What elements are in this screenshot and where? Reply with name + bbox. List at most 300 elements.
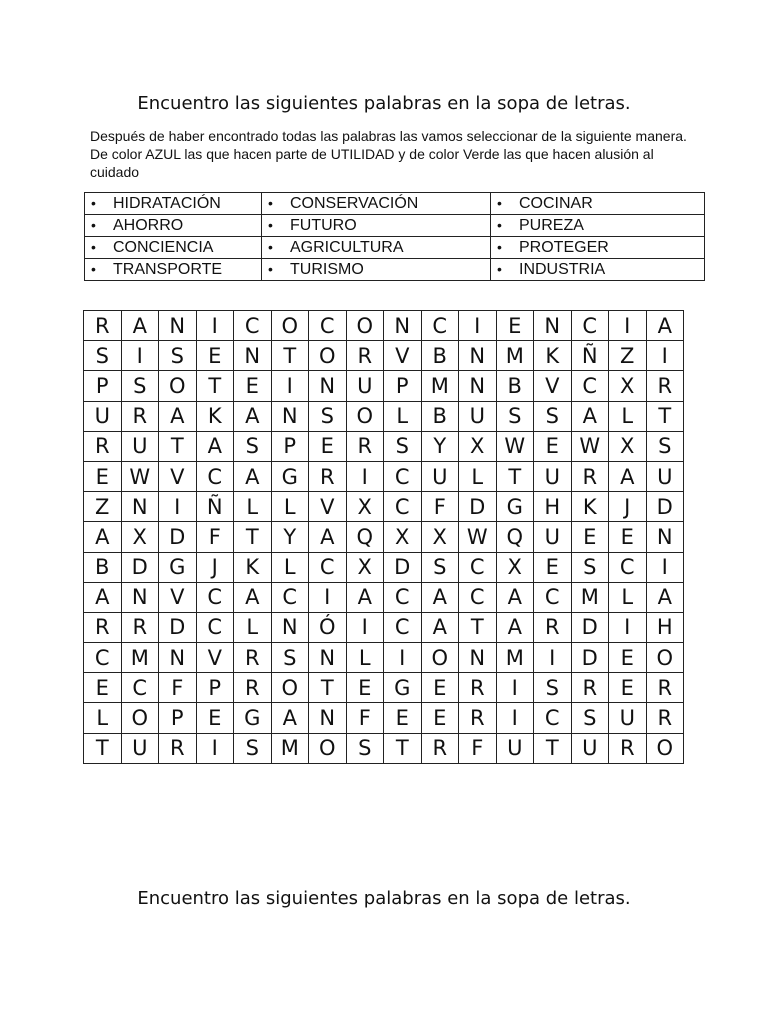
grid-cell: U bbox=[459, 401, 497, 431]
word-list-row bbox=[85, 259, 705, 281]
grid-cell: B bbox=[496, 371, 534, 401]
grid-cell: U bbox=[534, 522, 572, 552]
grid-cell: T bbox=[459, 612, 497, 642]
grid-cell: L bbox=[459, 461, 497, 491]
grid-cell: C bbox=[84, 643, 122, 673]
grid-cell: W bbox=[496, 431, 534, 461]
grid-cell: R bbox=[571, 673, 609, 703]
grid-cell: T bbox=[159, 431, 197, 461]
bullet-icon: • bbox=[268, 217, 273, 233]
grid-cell: X bbox=[459, 431, 497, 461]
grid-cell: O bbox=[646, 733, 684, 763]
grid-cell: N bbox=[459, 643, 497, 673]
grid-cell: M bbox=[121, 643, 159, 673]
word-list-row bbox=[85, 237, 705, 259]
grid-cell: A bbox=[234, 401, 272, 431]
grid-cell: I bbox=[609, 612, 647, 642]
grid-cell: E bbox=[346, 673, 384, 703]
word-list-cell bbox=[262, 193, 491, 215]
grid-cell: T bbox=[646, 401, 684, 431]
word-list-row bbox=[85, 215, 705, 237]
word-item: COCINAR bbox=[519, 195, 593, 212]
grid-cell: S bbox=[571, 703, 609, 733]
word-list-cell bbox=[85, 215, 262, 237]
grid-cell: R bbox=[534, 612, 572, 642]
grid-cell: R bbox=[609, 733, 647, 763]
grid-cell: E bbox=[609, 673, 647, 703]
grid-cell: I bbox=[459, 311, 497, 341]
grid-cell: A bbox=[159, 401, 197, 431]
grid-cell: S bbox=[534, 673, 572, 703]
grid-row bbox=[84, 582, 684, 612]
word-item: PUREZA bbox=[519, 217, 584, 234]
grid-cell: N bbox=[459, 341, 497, 371]
grid-cell: F bbox=[346, 703, 384, 733]
grid-cell: L bbox=[271, 552, 309, 582]
grid-cell: E bbox=[84, 673, 122, 703]
grid-cell: U bbox=[346, 371, 384, 401]
grid-cell: Y bbox=[421, 431, 459, 461]
word-list-cell bbox=[85, 259, 262, 281]
grid-cell: L bbox=[609, 582, 647, 612]
grid-cell: S bbox=[421, 552, 459, 582]
grid-cell: N bbox=[121, 582, 159, 612]
grid-cell: Q bbox=[346, 522, 384, 552]
grid-cell: S bbox=[159, 341, 197, 371]
page-title-repeat: Encuentro las siguientes palabras en la sopa de letras. bbox=[137, 888, 631, 909]
grid-cell: N bbox=[459, 371, 497, 401]
grid-cell: U bbox=[571, 733, 609, 763]
grid-cell: X bbox=[121, 522, 159, 552]
grid-cell: G bbox=[271, 461, 309, 491]
grid-cell: D bbox=[571, 612, 609, 642]
grid-cell: P bbox=[384, 371, 422, 401]
grid-cell: U bbox=[609, 703, 647, 733]
grid-cell: A bbox=[234, 582, 272, 612]
grid-cell: X bbox=[421, 522, 459, 552]
grid-cell: R bbox=[121, 401, 159, 431]
grid-cell: T bbox=[234, 522, 272, 552]
grid-cell: B bbox=[84, 552, 122, 582]
grid-cell: M bbox=[571, 582, 609, 612]
grid-cell: D bbox=[384, 552, 422, 582]
grid-row bbox=[84, 461, 684, 491]
grid-cell: V bbox=[384, 341, 422, 371]
grid-cell: S bbox=[384, 431, 422, 461]
grid-cell: I bbox=[196, 733, 234, 763]
grid-row bbox=[84, 612, 684, 642]
grid-cell: A bbox=[571, 401, 609, 431]
grid-cell: U bbox=[84, 401, 122, 431]
grid-cell: G bbox=[159, 552, 197, 582]
word-item: TRANSPORTE bbox=[113, 261, 223, 278]
grid-cell: R bbox=[84, 311, 122, 341]
grid-cell: C bbox=[459, 582, 497, 612]
grid-cell: A bbox=[271, 703, 309, 733]
grid-cell: E bbox=[534, 552, 572, 582]
grid-cell: C bbox=[309, 311, 347, 341]
grid-cell: M bbox=[496, 341, 534, 371]
grid-cell: O bbox=[309, 733, 347, 763]
grid-row bbox=[84, 733, 684, 763]
grid-cell: C bbox=[384, 461, 422, 491]
grid-cell: L bbox=[346, 643, 384, 673]
grid-cell: E bbox=[421, 703, 459, 733]
grid-cell: U bbox=[121, 431, 159, 461]
grid-cell: C bbox=[384, 612, 422, 642]
grid-cell: S bbox=[346, 733, 384, 763]
grid-cell: N bbox=[159, 311, 197, 341]
bullet-icon: • bbox=[497, 217, 502, 233]
grid-cell: O bbox=[271, 673, 309, 703]
grid-cell: E bbox=[234, 371, 272, 401]
grid-cell: E bbox=[421, 673, 459, 703]
grid-cell: I bbox=[534, 643, 572, 673]
grid-cell: E bbox=[384, 703, 422, 733]
grid-cell: C bbox=[459, 552, 497, 582]
grid-cell: A bbox=[84, 582, 122, 612]
grid-cell: I bbox=[384, 643, 422, 673]
grid-cell: A bbox=[196, 431, 234, 461]
grid-cell: E bbox=[609, 522, 647, 552]
grid-cell: A bbox=[346, 582, 384, 612]
grid-cell: D bbox=[646, 492, 684, 522]
page-title: Encuentro las siguientes palabras en la sopa de letras. bbox=[137, 93, 631, 114]
grid-cell: N bbox=[534, 311, 572, 341]
grid-cell: K bbox=[571, 492, 609, 522]
grid-cell: Ñ bbox=[196, 492, 234, 522]
word-list-cell bbox=[262, 237, 491, 259]
word-item: AGRICULTURA bbox=[290, 239, 404, 256]
grid-cell: A bbox=[121, 311, 159, 341]
grid-cell: V bbox=[534, 371, 572, 401]
grid-cell: A bbox=[84, 522, 122, 552]
grid-cell: U bbox=[534, 461, 572, 491]
grid-cell: R bbox=[159, 733, 197, 763]
grid-cell: C bbox=[534, 703, 572, 733]
grid-cell: S bbox=[271, 643, 309, 673]
grid-cell: N bbox=[384, 311, 422, 341]
grid-cell: R bbox=[121, 612, 159, 642]
grid-cell: N bbox=[121, 492, 159, 522]
grid-cell: V bbox=[159, 461, 197, 491]
grid-cell: I bbox=[646, 341, 684, 371]
grid-cell: P bbox=[159, 703, 197, 733]
grid-cell: R bbox=[646, 673, 684, 703]
grid-cell: R bbox=[646, 371, 684, 401]
grid-cell: O bbox=[121, 703, 159, 733]
word-item: INDUSTRIA bbox=[519, 261, 606, 278]
grid-cell: E bbox=[534, 431, 572, 461]
grid-row bbox=[84, 492, 684, 522]
grid-cell: A bbox=[646, 582, 684, 612]
grid-cell: L bbox=[84, 703, 122, 733]
grid-cell: O bbox=[346, 401, 384, 431]
grid-cell: R bbox=[421, 733, 459, 763]
word-list-cell bbox=[491, 193, 705, 215]
grid-cell: I bbox=[496, 673, 534, 703]
grid-cell: X bbox=[346, 492, 384, 522]
grid-cell: M bbox=[271, 733, 309, 763]
word-list-cell bbox=[262, 215, 491, 237]
word-list-row bbox=[85, 193, 705, 215]
bullet-icon: • bbox=[268, 261, 273, 277]
grid-cell: K bbox=[196, 401, 234, 431]
grid-cell: B bbox=[421, 341, 459, 371]
word-item: CONCIENCIA bbox=[113, 239, 214, 256]
grid-cell: S bbox=[121, 371, 159, 401]
grid-cell: R bbox=[84, 431, 122, 461]
grid-cell: W bbox=[459, 522, 497, 552]
grid-cell: G bbox=[384, 673, 422, 703]
grid-row bbox=[84, 341, 684, 371]
grid-row bbox=[84, 673, 684, 703]
bullet-icon: • bbox=[497, 261, 502, 277]
grid-cell: C bbox=[196, 461, 234, 491]
grid-cell: L bbox=[609, 401, 647, 431]
grid-cell: B bbox=[421, 401, 459, 431]
grid-cell: S bbox=[571, 552, 609, 582]
grid-cell: H bbox=[534, 492, 572, 522]
grid-cell: Ñ bbox=[571, 341, 609, 371]
grid-cell: D bbox=[571, 643, 609, 673]
grid-cell: L bbox=[384, 401, 422, 431]
grid-cell: F bbox=[421, 492, 459, 522]
grid-cell: E bbox=[496, 311, 534, 341]
grid-cell: I bbox=[196, 311, 234, 341]
word-list-cell bbox=[85, 193, 262, 215]
grid-cell: I bbox=[271, 371, 309, 401]
grid-cell: R bbox=[646, 703, 684, 733]
grid-cell: C bbox=[309, 552, 347, 582]
grid-cell: E bbox=[196, 341, 234, 371]
grid-cell: I bbox=[309, 582, 347, 612]
grid-cell: N bbox=[309, 371, 347, 401]
grid-cell: C bbox=[234, 311, 272, 341]
grid-cell: A bbox=[496, 612, 534, 642]
grid-cell: K bbox=[534, 341, 572, 371]
grid-cell: N bbox=[159, 643, 197, 673]
grid-cell: N bbox=[271, 401, 309, 431]
grid-cell: O bbox=[309, 341, 347, 371]
grid-cell: R bbox=[459, 673, 497, 703]
grid-cell: S bbox=[496, 401, 534, 431]
bullet-icon: • bbox=[91, 261, 96, 277]
grid-cell: A bbox=[421, 612, 459, 642]
grid-cell: X bbox=[384, 522, 422, 552]
grid-cell: L bbox=[271, 492, 309, 522]
grid-cell: T bbox=[384, 733, 422, 763]
grid-cell: S bbox=[84, 341, 122, 371]
grid-cell: I bbox=[496, 703, 534, 733]
grid-cell: V bbox=[196, 643, 234, 673]
grid-cell: L bbox=[234, 612, 272, 642]
grid-cell: Z bbox=[84, 492, 122, 522]
grid-cell: F bbox=[159, 673, 197, 703]
bullet-icon: • bbox=[497, 195, 502, 211]
grid-cell: C bbox=[571, 371, 609, 401]
word-search-grid bbox=[83, 310, 684, 764]
grid-cell: O bbox=[271, 311, 309, 341]
grid-cell: P bbox=[84, 371, 122, 401]
grid-cell: E bbox=[609, 643, 647, 673]
grid-cell: W bbox=[571, 431, 609, 461]
grid-cell: W bbox=[121, 461, 159, 491]
bullet-icon: • bbox=[91, 239, 96, 255]
grid-row bbox=[84, 311, 684, 341]
grid-cell: K bbox=[234, 552, 272, 582]
grid-cell: A bbox=[609, 461, 647, 491]
grid-cell: I bbox=[121, 341, 159, 371]
grid-cell: L bbox=[234, 492, 272, 522]
grid-cell: Q bbox=[496, 522, 534, 552]
instructions-text: Después de haber encontrado todas las palabras las vamos seleccionar de la siguiente manera. De color AZUL las que hacen parte de UTILIDAD y de color Verde las que hacen alusión al cuidado bbox=[90, 128, 687, 180]
grid-cell: J bbox=[609, 492, 647, 522]
grid-cell: V bbox=[309, 492, 347, 522]
grid-cell: C bbox=[534, 582, 572, 612]
grid-cell: T bbox=[271, 341, 309, 371]
grid-cell: A bbox=[309, 522, 347, 552]
grid-cell: C bbox=[271, 582, 309, 612]
grid-cell: O bbox=[646, 643, 684, 673]
grid-cell: I bbox=[609, 311, 647, 341]
grid-cell: X bbox=[496, 552, 534, 582]
grid-cell: S bbox=[534, 401, 572, 431]
grid-cell: R bbox=[309, 461, 347, 491]
grid-cell: G bbox=[234, 703, 272, 733]
grid-cell: T bbox=[196, 371, 234, 401]
grid-cell: C bbox=[384, 582, 422, 612]
grid-cell: A bbox=[421, 582, 459, 612]
grid-cell: T bbox=[496, 461, 534, 491]
grid-cell: N bbox=[271, 612, 309, 642]
grid-cell: U bbox=[496, 733, 534, 763]
grid-cell: T bbox=[84, 733, 122, 763]
grid-cell: R bbox=[459, 703, 497, 733]
bullet-icon: • bbox=[268, 239, 273, 255]
word-list-cell bbox=[491, 237, 705, 259]
grid-cell: R bbox=[346, 341, 384, 371]
word-item: FUTURO bbox=[290, 217, 357, 234]
grid-row bbox=[84, 401, 684, 431]
grid-cell: C bbox=[609, 552, 647, 582]
grid-cell: C bbox=[196, 612, 234, 642]
word-item: PROTEGER bbox=[519, 239, 609, 256]
word-list-cell bbox=[85, 237, 262, 259]
grid-cell: R bbox=[346, 431, 384, 461]
grid-cell: N bbox=[309, 643, 347, 673]
grid-cell: E bbox=[196, 703, 234, 733]
grid-cell: S bbox=[646, 431, 684, 461]
grid-cell: G bbox=[496, 492, 534, 522]
grid-cell: F bbox=[459, 733, 497, 763]
grid-cell: C bbox=[571, 311, 609, 341]
grid-row bbox=[84, 371, 684, 401]
word-item: AHORRO bbox=[113, 217, 184, 234]
grid-cell: R bbox=[84, 612, 122, 642]
grid-cell: D bbox=[459, 492, 497, 522]
word-item: HIDRATACIÓN bbox=[113, 195, 221, 212]
grid-cell: E bbox=[571, 522, 609, 552]
grid-cell: U bbox=[646, 461, 684, 491]
bullet-icon: • bbox=[497, 239, 502, 255]
grid-cell: T bbox=[309, 673, 347, 703]
bullet-icon: • bbox=[268, 195, 273, 211]
grid-cell: X bbox=[346, 552, 384, 582]
grid-cell: S bbox=[234, 431, 272, 461]
grid-cell: D bbox=[159, 522, 197, 552]
grid-row bbox=[84, 643, 684, 673]
grid-cell: U bbox=[421, 461, 459, 491]
word-item: TURISMO bbox=[290, 261, 364, 278]
grid-cell: O bbox=[346, 311, 384, 341]
word-list-cell bbox=[491, 259, 705, 281]
grid-cell: Ó bbox=[309, 612, 347, 642]
word-list-table bbox=[84, 192, 705, 281]
grid-row bbox=[84, 431, 684, 461]
grid-cell: Z bbox=[609, 341, 647, 371]
grid-cell: X bbox=[609, 431, 647, 461]
grid-cell: P bbox=[196, 673, 234, 703]
bullet-icon: • bbox=[91, 195, 96, 211]
grid-row bbox=[84, 703, 684, 733]
word-list-cell bbox=[491, 215, 705, 237]
grid-cell: U bbox=[121, 733, 159, 763]
grid-cell: T bbox=[534, 733, 572, 763]
grid-cell: F bbox=[196, 522, 234, 552]
grid-cell: R bbox=[571, 461, 609, 491]
grid-cell: C bbox=[384, 492, 422, 522]
grid-cell: C bbox=[121, 673, 159, 703]
grid-cell: C bbox=[196, 582, 234, 612]
grid-cell: R bbox=[234, 643, 272, 673]
grid-cell: O bbox=[421, 643, 459, 673]
grid-cell: D bbox=[121, 552, 159, 582]
grid-cell: N bbox=[234, 341, 272, 371]
grid-cell: C bbox=[421, 311, 459, 341]
word-item: CONSERVACIÓN bbox=[290, 195, 419, 212]
grid-cell: S bbox=[234, 733, 272, 763]
grid-cell: I bbox=[159, 492, 197, 522]
grid-cell: V bbox=[159, 582, 197, 612]
grid-cell: E bbox=[84, 461, 122, 491]
grid-row bbox=[84, 522, 684, 552]
bullet-icon: • bbox=[91, 217, 96, 233]
grid-cell: N bbox=[309, 703, 347, 733]
grid-cell: M bbox=[496, 643, 534, 673]
grid-cell: J bbox=[196, 552, 234, 582]
grid-cell: D bbox=[159, 612, 197, 642]
grid-cell: A bbox=[646, 311, 684, 341]
grid-row bbox=[84, 552, 684, 582]
grid-cell: O bbox=[159, 371, 197, 401]
grid-cell: X bbox=[609, 371, 647, 401]
grid-cell: A bbox=[234, 461, 272, 491]
grid-cell: S bbox=[309, 401, 347, 431]
grid-cell: I bbox=[346, 612, 384, 642]
grid-cell: I bbox=[346, 461, 384, 491]
grid-cell: R bbox=[234, 673, 272, 703]
grid-cell: A bbox=[496, 582, 534, 612]
grid-cell: Y bbox=[271, 522, 309, 552]
grid-cell: N bbox=[646, 522, 684, 552]
grid-cell: H bbox=[646, 612, 684, 642]
grid-cell: M bbox=[421, 371, 459, 401]
grid-cell: E bbox=[309, 431, 347, 461]
grid-cell: I bbox=[646, 552, 684, 582]
word-list-cell bbox=[262, 259, 491, 281]
grid-cell: P bbox=[271, 431, 309, 461]
